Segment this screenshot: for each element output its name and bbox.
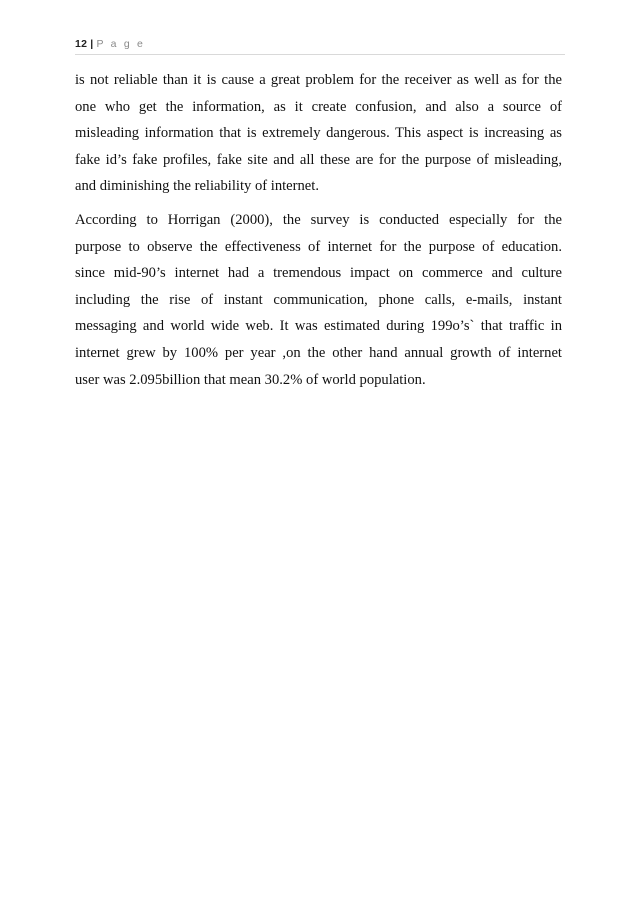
header-separator: | <box>90 38 94 50</box>
text-line: one who get the information, as it create confusion, and also a source of <box>75 98 562 115</box>
paragraph-2 <box>75 207 562 393</box>
text-line: user was 2.095billion that mean 30.2% of world population. <box>75 371 426 388</box>
text-line: purpose to observe the effectiveness of internet for the purpose of education. <box>75 238 562 255</box>
text-line: According to Horrigan (2000), the survey is conducted especially for the <box>75 211 562 228</box>
document-body <box>75 67 562 393</box>
paragraph-1 <box>75 67 562 200</box>
text-line: including the rise of instant communication, phone calls, e-mails, instant <box>75 291 562 308</box>
text-line: since mid-90’s internet had a tremendous impact on commerce and culture <box>75 265 562 282</box>
text-line: is not reliable than it is cause a great problem for the receiver as well as for the <box>75 72 562 88</box>
text-line: and diminishing the reliability of internet. <box>75 178 319 195</box>
page-header <box>75 38 565 50</box>
header-rule <box>75 54 565 55</box>
text-line: internet grew by 100% per year ,on the other hand annual growth of internet <box>75 344 562 361</box>
text-line: fake id’s fake profiles, fake site and all these are for the purpose of misleading, <box>75 151 562 168</box>
text-line: messaging and world wide web. It was estimated during 199o’s` that traffic in <box>75 318 562 335</box>
page-label: P a g e <box>96 38 146 50</box>
text-line: misleading information that is extremely dangerous. This aspect is increasing as <box>75 125 562 142</box>
page-number: 12 <box>75 38 88 50</box>
